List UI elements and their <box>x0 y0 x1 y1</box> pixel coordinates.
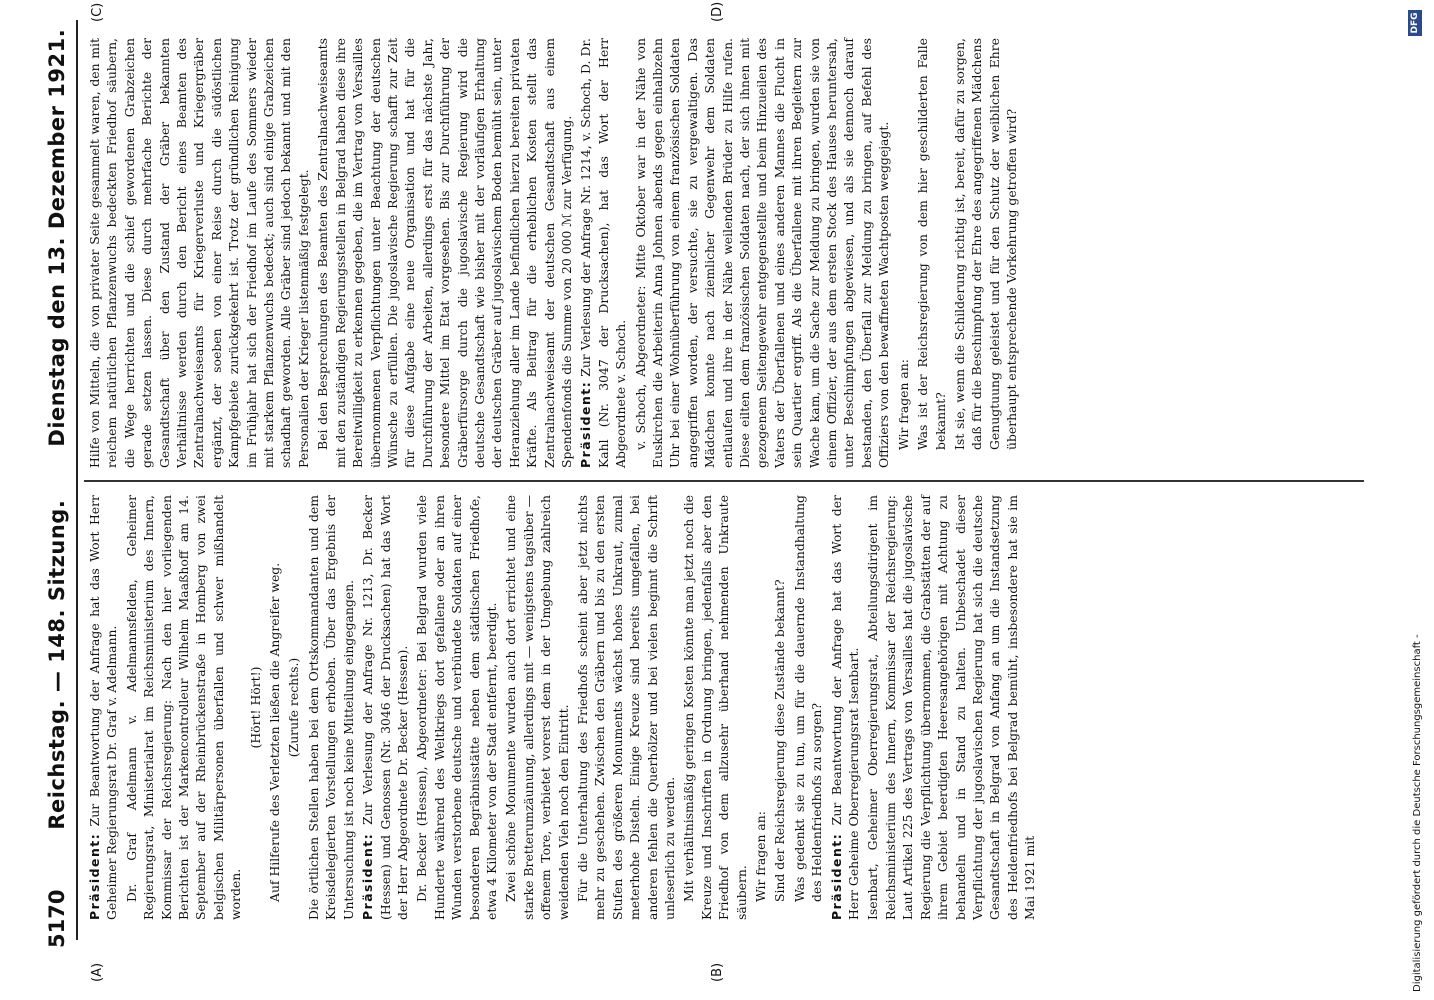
paragraph <box>413 495 500 920</box>
header-right-title: Dienstag den 13. Dezember 1921. <box>45 28 69 447</box>
margin-marker-c: (C) <box>90 2 105 22</box>
dfg-logo: DFG <box>1408 10 1422 36</box>
paragraph-text: Hilfe von Mitteln, die von privater Seite gesammelt waren, den mit reichem natürlichen Pflanzenwuchs bedeckten Friedhof säubern, die Wege herrichten und die schief gewordenen Grabzeichen gerade setzen lassen. Diese durch mehrfache Berichte der Gesandtschaft über den Zustand der Gräber bekannten Verhältnisse werden durch den Bericht eines Beamten des Zentralnachweiseamts für Kriegerverluste und Kriegergräber ergänzt, der soeben von einer Reise durch die südöstlichen Kampfgebiete zurückgekehrt ist. Trotz der gründlichen Reinigung im Frühjahr hat sich der Friedhof im Laufe des Sommers wieder mit starkem Pflanzenwuchs bedeckt; auch sind einige Grabzeichen schadhaft geworden. Alle Gräber sind jedoch bekannt und mit den Personalien der Krieger listenmäßig festgelegt. <box>87 38 311 468</box>
paragraph-text: Bei den Besprechungen des Beamten des Zentralnachweiseamts mit den zuständigen Regierungsstellen in Belgrad haben diese ihre Bereitwilligkeit zu erkennen gegeben, die im Vertrag von Versailles übernommenen Verpflichtungen unter Beachtung der deutschen Wünsche zu erfüllen. Die jugoslavische Regierung schafft zur Zeit für diese Aufgabe eine neue Organisation und hat für die Durchführung der Arbeiten, allerdings erst für das nächste Jahr, besondere Mittel im Etat vorgesehen. Bis zur Durchführung der Gräberfürsorge durch die jugoslavische Regierung wird die deutsche Gesandtschaft wie bisher mit der vorläufigen Erhaltung der deutschen Gräber auf jugoslavischem Boden bemüht sein, unter Heranziehung aller im Lande befindlichen hierzu bereiten privaten Kräfte. Als Beitrag für die erheblichen Kosten stellt das Zentralnachweiseamt der deutschen Gesandtschaft aus einem Spendenfonds die Summe von 20 000 ℳ zur Verfügung. <box>315 38 574 468</box>
paragraph <box>314 38 575 468</box>
paragraph-text: Zur Beantwortung der Anfrage hat das Wort der Herr Geheime Oberregierungsrat Isenbart. <box>828 495 862 920</box>
paragraph-text: (Hört! Hört!) <box>247 666 263 749</box>
paragraph <box>86 495 121 920</box>
paragraph-text: Isenbart, Geheimer Oberregierungsrat, Abteilungsdirigent im Reichsministerium des Innern, Kommissar der Reichsregierung: Laut Artikel 225 des Vertrags von Versailles hat die jugoslavische Regierung die Verpflichtung übernommen, die Grabstätten der auf ihrem Gebiet beerdigten Heeresangehörigen mit Achtung zu behandeln und in Stand zu halten. Unbeschadet dieser Verpflichtung der jugoslavischen Regierung hat sich die deutsche Gesandtschaft in Belgrad von Anfang an um die Instandsetzung des Heldenfriedhofs bei Belgrad bemüht, insbesondere hat sie im Mai 1921 mit <box>865 495 1038 920</box>
paragraph-text: Für die Unterhaltung des Friedhofs scheint aber jetzt nichts mehr zu geschehen. Zwischen den Gräbern und bis zu den ersten Stufen des größeren Monuments wächst hohes Unkraut, zumal meterhohe Disteln. Einige Kreuze sind bereits umgefallen, bei anderen fehlen die Querhölzer und bei vielen beginnt die Schrift unleserlich zu werden. <box>574 495 677 920</box>
paragraph <box>791 495 826 920</box>
paragraph-text: Zwei schöne Monumente wurden auch dort errichtet und eine starke Bretterumzäunung, allerdings mit — wenigstens tagsüber — offenem Tore, verbietet vorerst dem in der Umgebung zahlreich weidenden Vieh noch den Eintritt. <box>503 495 571 920</box>
paragraph-text: Mit verhältnismäßig geringen Kosten könnte man jetzt noch die Kreuze und Inschriften in Ordnung bringen, jedenfalls aber den Friedhof von dem allzusehr überhand nehmenden Unkraute säubern. <box>681 495 749 920</box>
paragraph <box>574 495 678 920</box>
paragraph <box>864 495 1038 920</box>
paragraph <box>680 495 750 920</box>
paragraph <box>752 495 769 920</box>
margin-marker-a: (A) <box>90 962 105 982</box>
paragraph <box>266 495 283 920</box>
paragraph <box>305 495 357 920</box>
paragraph <box>86 38 312 468</box>
speaker-label: Präsident: <box>360 832 376 920</box>
margin-marker-d: (D) <box>710 1 725 22</box>
paragraph <box>895 38 912 468</box>
paragraph <box>951 38 1021 468</box>
speaker-label: Präsident: <box>578 380 594 468</box>
paragraph-text: Auf Hilferufe des Verletzten ließen die Angreifer weg. <box>267 562 283 902</box>
paragraph <box>632 38 893 468</box>
paragraph <box>577 38 629 468</box>
margin-marker-b: (B) <box>710 962 725 982</box>
paragraph <box>359 495 411 920</box>
paragraph-text: v. Schoch, Abgeordneter: Mitte Oktober war in der Nähe von Euskirchen die Arbeiterin Anna Johnen abends gegen einhalbzehn Uhr bei einer Wohnüberführung von einem französischen Soldaten angegriffen worden, der versuchte, sie zu vergewaltigen. Das Mädchen konnte nach ziemlicher Gegenwehr dem Soldaten entlaufen und ihre in der Nähe weilenden Brüder zu Hilfe rufen. Diese eilten dem französischen Soldaten nach, der sich ihnen mit gezogenem Seitengewehr entgegenstellte und beim Hinzueilen des Vaters der Überfallenen und eines anderen Mannes die Flucht in sein Quartier ergriff. Als die Überfallene mit ihren Begleitern zur Wache kam, um die Sache zur Meldung zu bringen, wurden sie von einem Offizier, der aus dem ersten Stock des Hauses heruntersah, unter Beschimpfungen abgewiesen, und als sie dennoch darauf bestanden, den Überfall zur Meldung zu bringen, auf Befehl des Offiziers von den bewaffneten Wachtposten weggejagt. <box>632 38 892 468</box>
paragraph <box>247 495 264 920</box>
paragraph-text: Dr. Graf Adelmann v. Adelmannsfelden, Geheimer Regierungsrat, Ministerialrat im Reichsministerium des Innern, Kommissar der Reichsregierung: Nach den hier vorliegenden Berichten ist der Markencontrolleur Wilhelm Maaßhoff am 14. September auf der Rheinbrückenstraße in Homberg von zwei belgischen Militärpersonen überfallen und schwer mißhandelt worden. <box>123 495 244 920</box>
paragraph-text: Wir fragen an: <box>895 359 911 450</box>
paragraph <box>828 495 863 920</box>
paragraph <box>771 495 788 920</box>
paragraph-text: Dr. Becker (Hessen), Abgeordneter: Bei Belgrad wurden viele Hunderte während des Weltkriegs dort gefallene oder an ihren Wunden verstorbene deutsche und verbündete Soldaten auf einer besonderen Begräbnisstätte neben dem städtischen Friedhofe, etwa 4 Kilometer von der Stadt entfernt, beerdigt. <box>414 495 499 920</box>
page-header <box>40 14 74 948</box>
page-number: 5170 <box>45 889 69 948</box>
paragraph-text: Zur Verlesung der Anfrage Nr. 1213, Dr. Becker (Hessen) und Genossen (Nr. 3046 der Drucksachen) hat das Wort der Herr Abgeordnete Dr. Becker (Hessen). <box>360 495 410 920</box>
column-separator <box>84 481 1364 483</box>
speaker-label: Präsident: <box>828 832 844 920</box>
paragraph <box>914 38 949 468</box>
paragraph-text: Die örtlichen Stellen haben bei dem Ortskommandanten und dem Kreisdelegierten Vorstellungen erhoben. Über das Ergebnis der Untersuchung ist noch keine Mitteilung eingegangen. <box>305 495 356 920</box>
header-rule <box>76 20 78 940</box>
paragraph-text: Zur Beantwortung der Anfrage hat das Wort Herr Geheimer Regierungsrat Dr. Graf v. Adelmann. <box>87 495 120 920</box>
paragraph-text: Ist sie, wenn die Schilderung richtig ist, bereit, dafür zu sorgen, daß für die Beschimpfung der Ehre des angegriffenen Mädchens Genugtuung geleistet und für den Schutz der weiblichen Ehre überhaupt entsprechende Vorkehrung getroffen wird? <box>951 38 1020 450</box>
paragraph <box>285 495 302 920</box>
speaker-label: Präsident: <box>87 832 102 920</box>
paragraph-text: Was gedenkt sie zu tun, um für die dauernde Instandhaltung des Heldenfriedhofs zu sorgen? <box>791 495 825 902</box>
digitization-credit: Digitalisierung gefördert durch die Deutsche Forschungsgemeinschaft - <box>1412 634 1423 992</box>
paragraph <box>123 495 245 920</box>
header-left-title: Reichstag. — 148. Sitzung. <box>45 499 69 830</box>
paragraph-text: Wir fragen an: <box>753 811 769 902</box>
paragraph-text: Was ist der Reichsregierung von dem hier geschilderten Falle bekannt? <box>915 38 948 450</box>
left-column <box>86 495 1038 920</box>
paragraph <box>502 495 572 920</box>
paragraph-text: Zur Verlesung der Anfrage Nr. 1214, v. Schoch, D. Dr. Kahl (Nr. 3047 der Drucksachen), hat das Wort der Herr Abgeordnete v. Schoch. <box>578 38 629 468</box>
paragraph-text: (Zurufe rechts.) <box>286 657 302 758</box>
right-column <box>86 38 1020 468</box>
paragraph-text: Sind der Reichsregierung diese Zustände bekannt? <box>772 579 788 902</box>
